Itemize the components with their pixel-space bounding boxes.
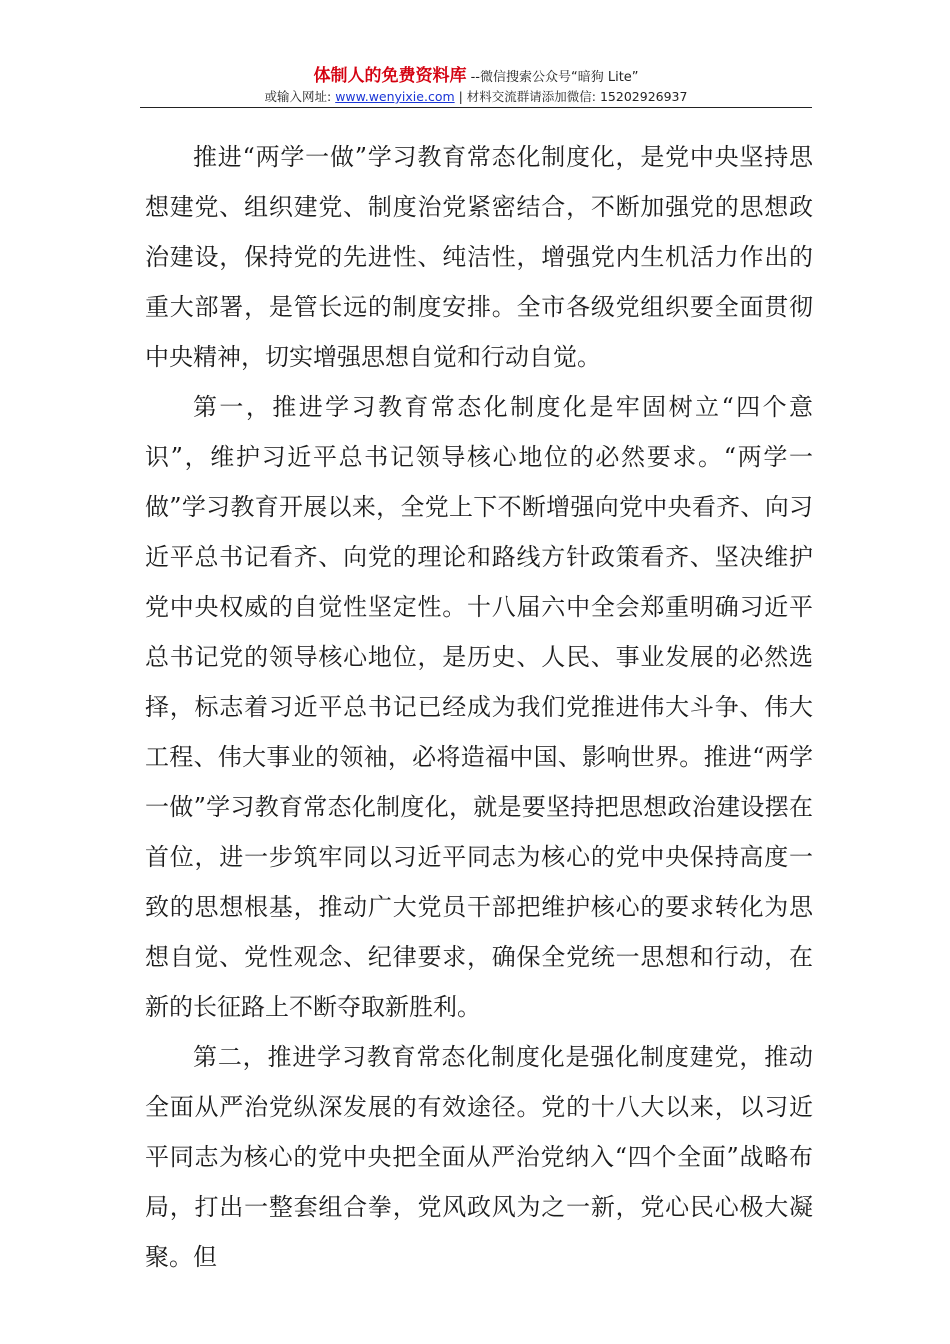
paragraph: 推进“两学一做”学习教育常态化制度化，是党中央坚持思想建党、组织建党、制度治党紧密结合，不断加强党的思想政治建设，保持党的先进性、纯洁性，增强党内生机活力作出的重大部署，是管长远的制度安排。全市各级党组织要全面贯彻中央精神，切实增强思想自觉和行动自觉。 [145, 143, 813, 371]
header-divider [140, 107, 812, 108]
header-contact: | 材料交流群请添加微信: 15202926937 [454, 89, 688, 104]
header-line-2 [140, 88, 812, 106]
page-header [140, 66, 812, 106]
header-tagline: --微信搜索公众号“暗狗 Lite” [466, 70, 639, 85]
brand-title: 体制人的免费资料库 [313, 66, 467, 86]
url-prefix: 或输入网址: [264, 89, 336, 104]
website-link[interactable]: www.wenyixie.com [335, 89, 455, 104]
paragraph: 第一，推进学习教育常态化制度化是牢固树立“四个意识”，维护习近平总书记领导核心地位的必然要求。“两学一做”学习教育开展以来，全党上下不断增强向党中央看齐、向习近平总书记看齐、向党的理论和路线方针政策看齐、坚决维护党中央权威的自觉性坚定性。十八届六中全会郑重明确习近平总书记党的领导核心地位，是历史、人民、事业发展的必然选择，标志着习近平总书记已经成为我们党推进伟大斗争、伟大工程、伟大事业的领袖，必将造福中国、影响世界。推进“两学一做”学习教育常态化制度化，就是要坚持把思想政治建设摆在首位，进一步筑牢同以习近平同志为核心的党中央保持高度一致的思想根基，推动广大党员干部把维护核心的要求转化为思想自觉、党性观念、纪律要求，确保全党统一思想和行动，在新的长征路上不断夺取新胜利。 [145, 393, 813, 1021]
document-body [145, 132, 813, 1282]
header-line-1 [140, 66, 812, 88]
paragraph: 第二，推进学习教育常态化制度化是强化制度建党，推动全面从严治党纵深发展的有效途径。党的十八大以来，以习近平同志为核心的党中央把全面从严治党纳入“四个全面”战略布局，打出一整套组合拳，党风政风为之一新，党心民心极大凝聚。但 [145, 1043, 813, 1271]
